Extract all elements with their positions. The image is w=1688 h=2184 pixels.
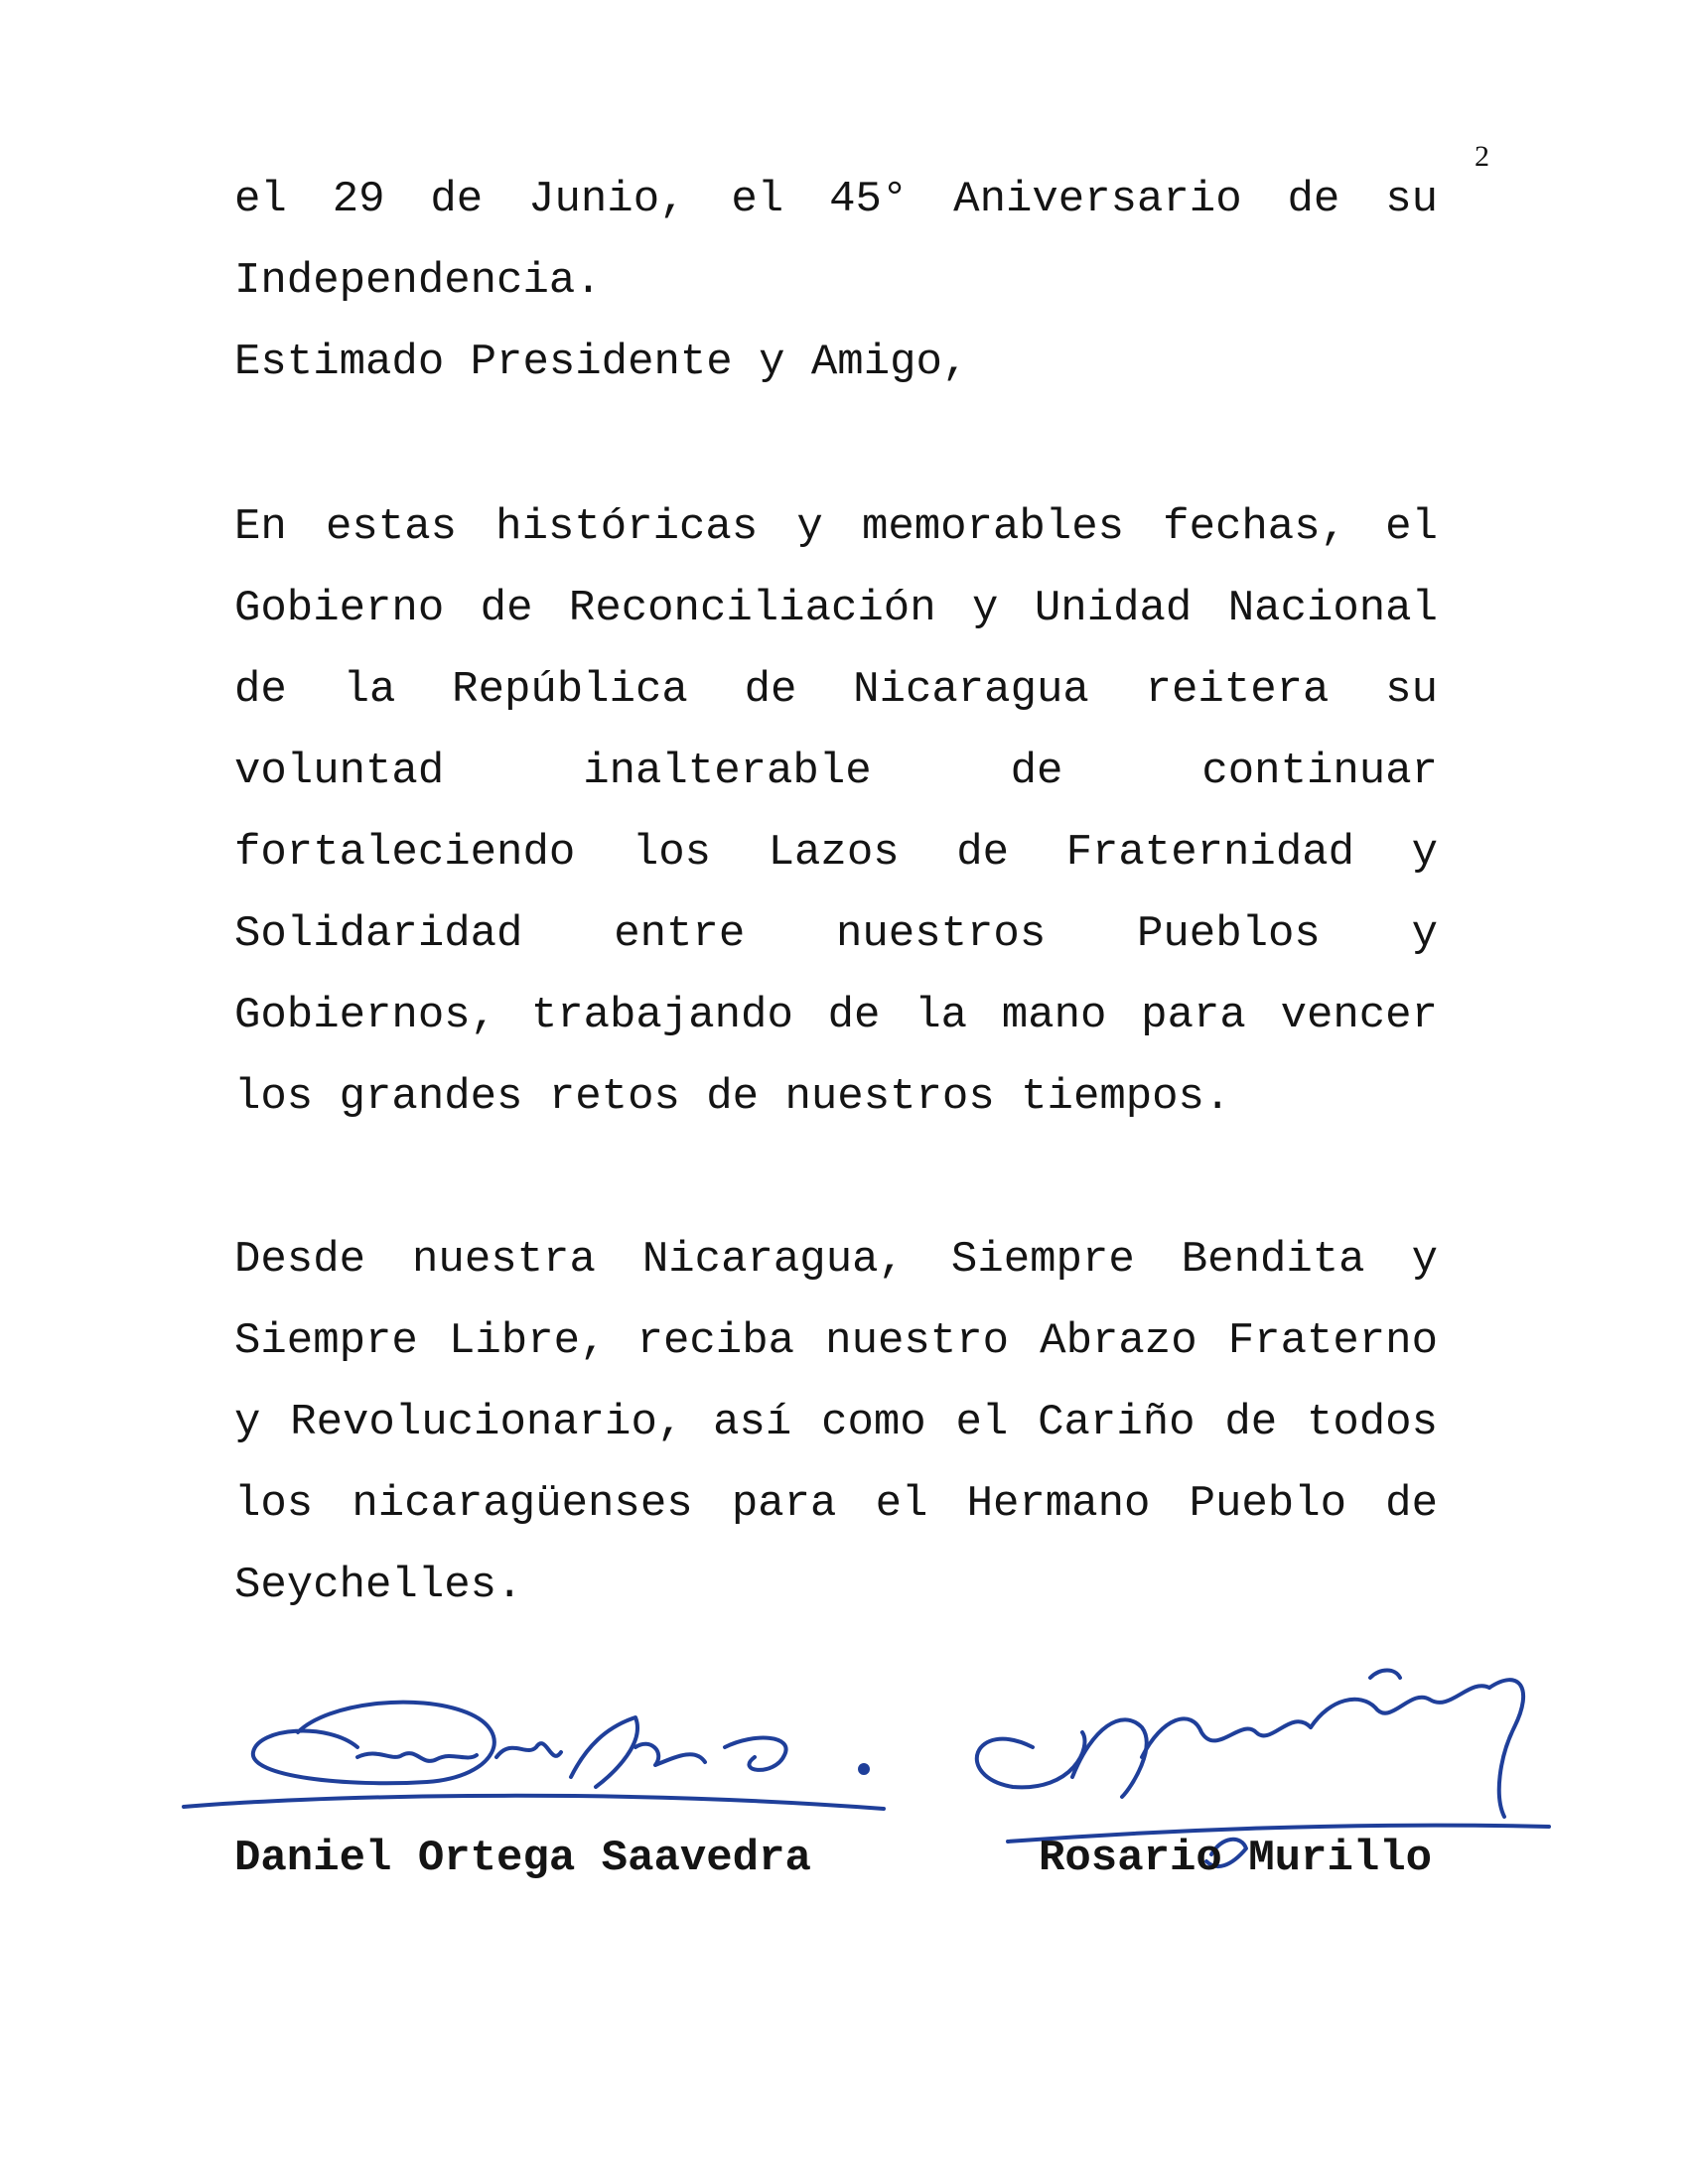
paragraph-closing: Desde nuestra Nicaragua, Siempre Bendita y Siempre Libre, reciba nuestro Abrazo Fraterno y Revolucionario, así como el Cariño de todos los nicaragüenses para el Hermano Pueblo de Seychelles. bbox=[234, 1235, 1438, 1610]
signatory-name-left: Daniel Ortega Saavedra bbox=[234, 1834, 811, 1883]
signature-left bbox=[184, 1703, 884, 1809]
signatory-name-right: Rosario Murillo bbox=[1039, 1834, 1433, 1883]
paragraph-main: En estas históricas y memorables fechas, el Gobierno de Reconciliación y Unidad Nacional de la República de Nicaragua reitera su voluntad inalterable de continuar fortaleciendo los Lazos de Fraternidad y Solidaridad entre nuestros Pueblos y Gobiernos, trabajando de la mano para vencer los grandes retos de nuestros tiempos. bbox=[234, 502, 1438, 1122]
page-number: 2 bbox=[1475, 140, 1489, 173]
paragraph-intro: el 29 de Junio, el 45° Aniversario de su Independencia. bbox=[234, 175, 1438, 306]
salutation: Estimado Presidente y Amigo, bbox=[234, 338, 969, 387]
